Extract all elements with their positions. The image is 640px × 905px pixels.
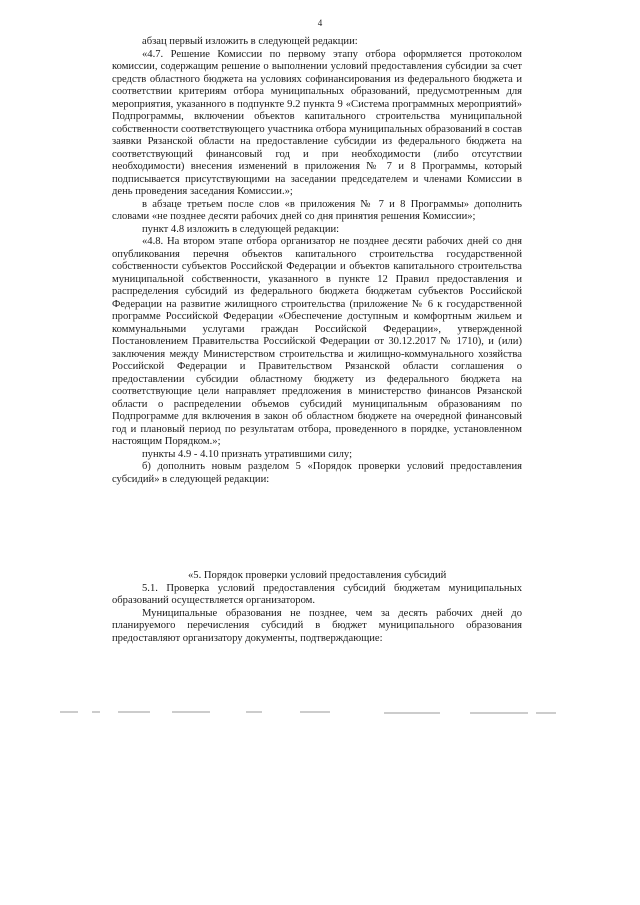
document-body-upper (112, 36, 522, 486)
paragraph-clause-5-1: 5.1. Проверка условий предоставления субсидий бюджетам муниципальных образований осуществляется организатором. (112, 582, 522, 606)
paragraph-municipal-documents: Муниципальные образования не позднее, чем за десять рабочих дней до планируемого перечисления субсидий в бюджет муниципального образования предоставляют организатору документы, подтверждающие: (112, 607, 522, 644)
paragraph-new-section-intro: б) дополнить новым разделом 5 «Порядок проверки условий предоставления субсидий» в следующей редакции: (112, 461, 522, 485)
page-number: 4 (317, 18, 323, 28)
scan-artifact-line (0, 708, 640, 716)
paragraph-clause-4-8-intro: пункт 4.8 изложить в следующей редакции: (142, 223, 340, 235)
paragraph-clause-4-7: «4.7. Решение Комиссии по первому этапу отбора оформляется протоколом комиссии, содержащим решение о выполнении условий предоставления субсидии за счет средств областного бюджета на условиях софинансирования из федерального бюджета и соответствии критериям отбора муниципальных образований, предусмотренным для мероприятия, указанного в подпункте 9.2 пункта 9 «Система программных мероприятий» Подпрограммы, включении объектов капитального строительства муниципальной собственности соответствующего участника отбора муниципальных образований в состав заявки Рязанской области на предоставление субсидии из федерального бюджета на соответствующий финансовый год и при необходимости (либо отсутствии необходимости) внесения изменений в приложения № 7 и 8 Программы, который подписывается присутствующими на заседании председателем и членами Комиссии в день проведения заседания Комиссии.»; (112, 48, 522, 197)
paragraph-clauses-repealed: пункты 4.9 - 4.10 признать утратившими силу; (142, 448, 353, 460)
paragraph-clause-4-8: «4.8. На втором этапе отбора организатор не позднее десяти рабочих дней со дня опубликования перечня объектов капитального строительства государственной собственности субъектов Российской Федерации и объектов капитального строительства муниципальной собственности, указанного в пункте 12 Правил предоставления и распределения субсидий из федерального бюджета бюджетам субъектов Российской Федерации на развитие жилищного строительства (приложение № 6 к государственной программе Российской Федерации «Обеспечение доступным и комфортным жильем и коммунальными услугами граждан Российской Федерации», утвержденной Постановлением Правительства Российской Федерации от 30.12.2017 № 1710), и (или) заключения между Министерством строительства и жилищно-коммунального хозяйства Российской Федерации и Правительством Рязанской области соглашения о предоставлении субсидии областному бюджету из федерального бюджета на соответствующие цели направляет предложения в министерство финансов Рязанской области о распределении объемов субсидий муниципальным образованиям по Подпрограмме для включения в закон об областном бюджете на очередной финансовый год и плановый период по результатам отбора, проведенного в порядке, установленном настоящим Порядком.»; (112, 236, 522, 447)
document-body-lower (112, 570, 522, 645)
paragraph-amendment-intro: абзац первый изложить в следующей редакции: (142, 36, 358, 47)
paragraph-abzac-third: в абзаце третьем после слов «в приложения № 7 и 8 Программы» дополнить словами «не позднее десяти рабочих дней со дня принятия решения Комиссии»; (112, 198, 522, 222)
section-5-heading: «5. Порядок проверки условий предоставления субсидий (188, 570, 447, 581)
